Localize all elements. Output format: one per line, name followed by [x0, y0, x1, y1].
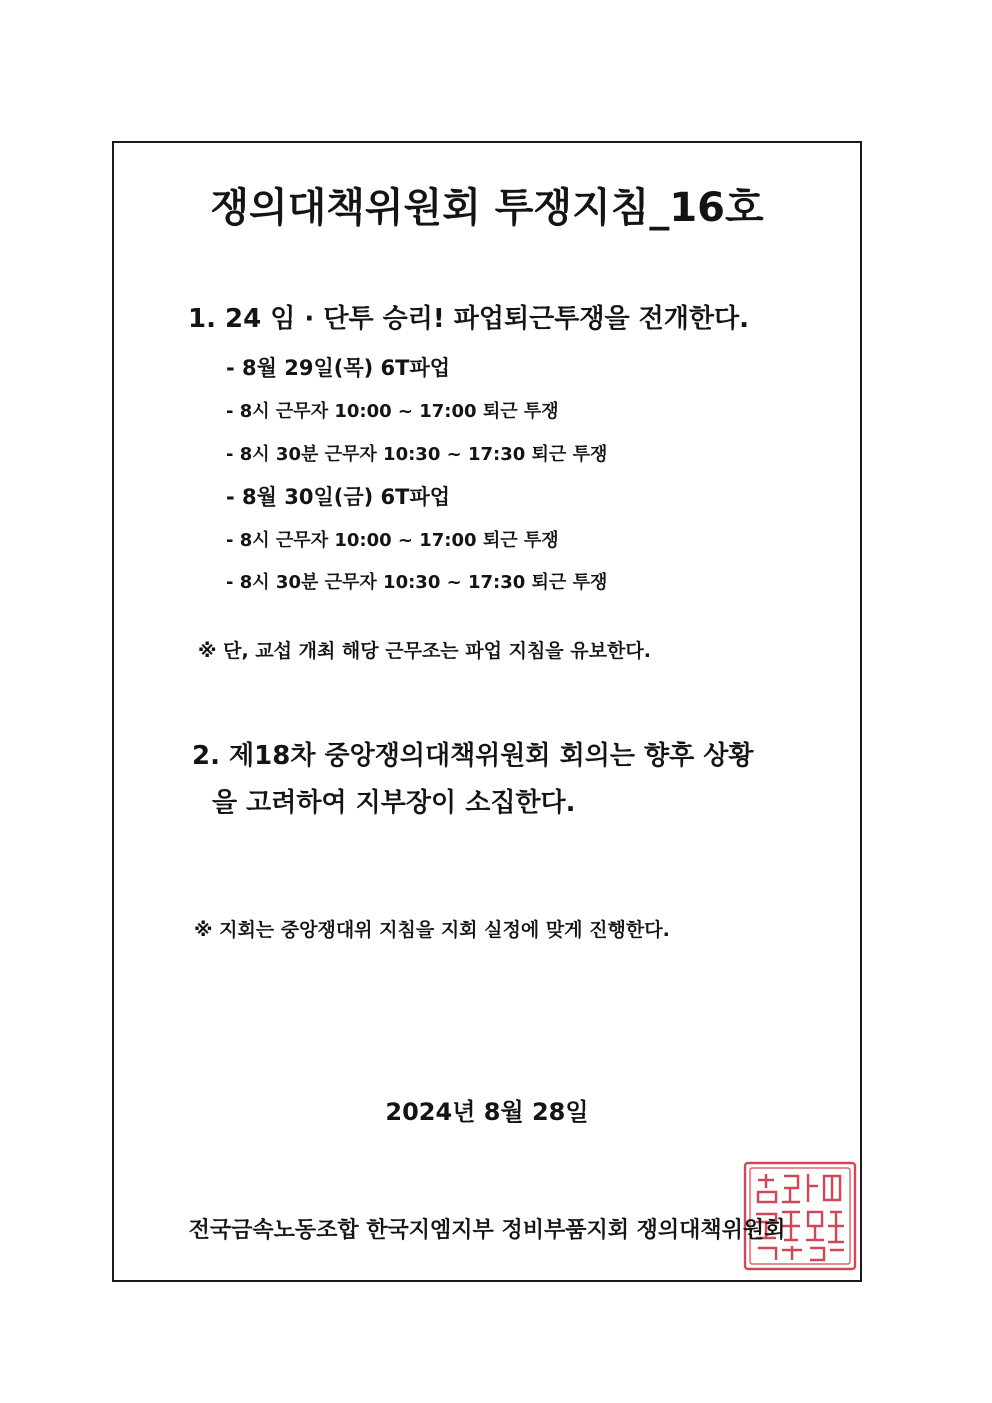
schedule-line: - 8시 근무자 10:00 ~ 17:00 퇴근 투쟁: [226, 530, 559, 551]
issuing-organization: 전국금속노동조합 한국지엠지부 정비부품지회 쟁의대책위원회: [188, 1218, 786, 1243]
item1-heading: 1. 24 임 · 단투 승리! 파업퇴근투쟁을 전개한다.: [188, 304, 749, 334]
document-title: 쟁의대책위원회 투쟁지침_16호: [210, 185, 764, 231]
schedule-line: - 8시 30분 근무자 10:30 ~ 17:30 퇴근 투쟁: [226, 444, 608, 465]
schedule-line: - 8시 근무자 10:00 ~ 17:00 퇴근 투쟁: [226, 401, 559, 422]
schedule-day-1: - 8월 29일(목) 6T파업: [226, 356, 451, 380]
item1-note: ※ 단, 교섭 개최 해당 근무조는 파업 지침을 유보한다.: [198, 640, 651, 662]
schedule-line: - 8시 30분 근무자 10:30 ~ 17:30 퇴근 투쟁: [226, 572, 608, 593]
document-date: 2024년 8월 28일: [385, 1098, 589, 1126]
item2-line1: 2. 제18차 중앙쟁의대책위원회 회의는 향후 상황: [192, 741, 754, 771]
general-note: ※ 지회는 중앙쟁대위 지침을 지회 실정에 맞게 진행한다.: [194, 919, 670, 941]
schedule-day-2: - 8월 30일(금) 6T파업: [226, 485, 451, 509]
item2-line2: 을 고려하여 지부장이 소집한다.: [212, 788, 576, 818]
